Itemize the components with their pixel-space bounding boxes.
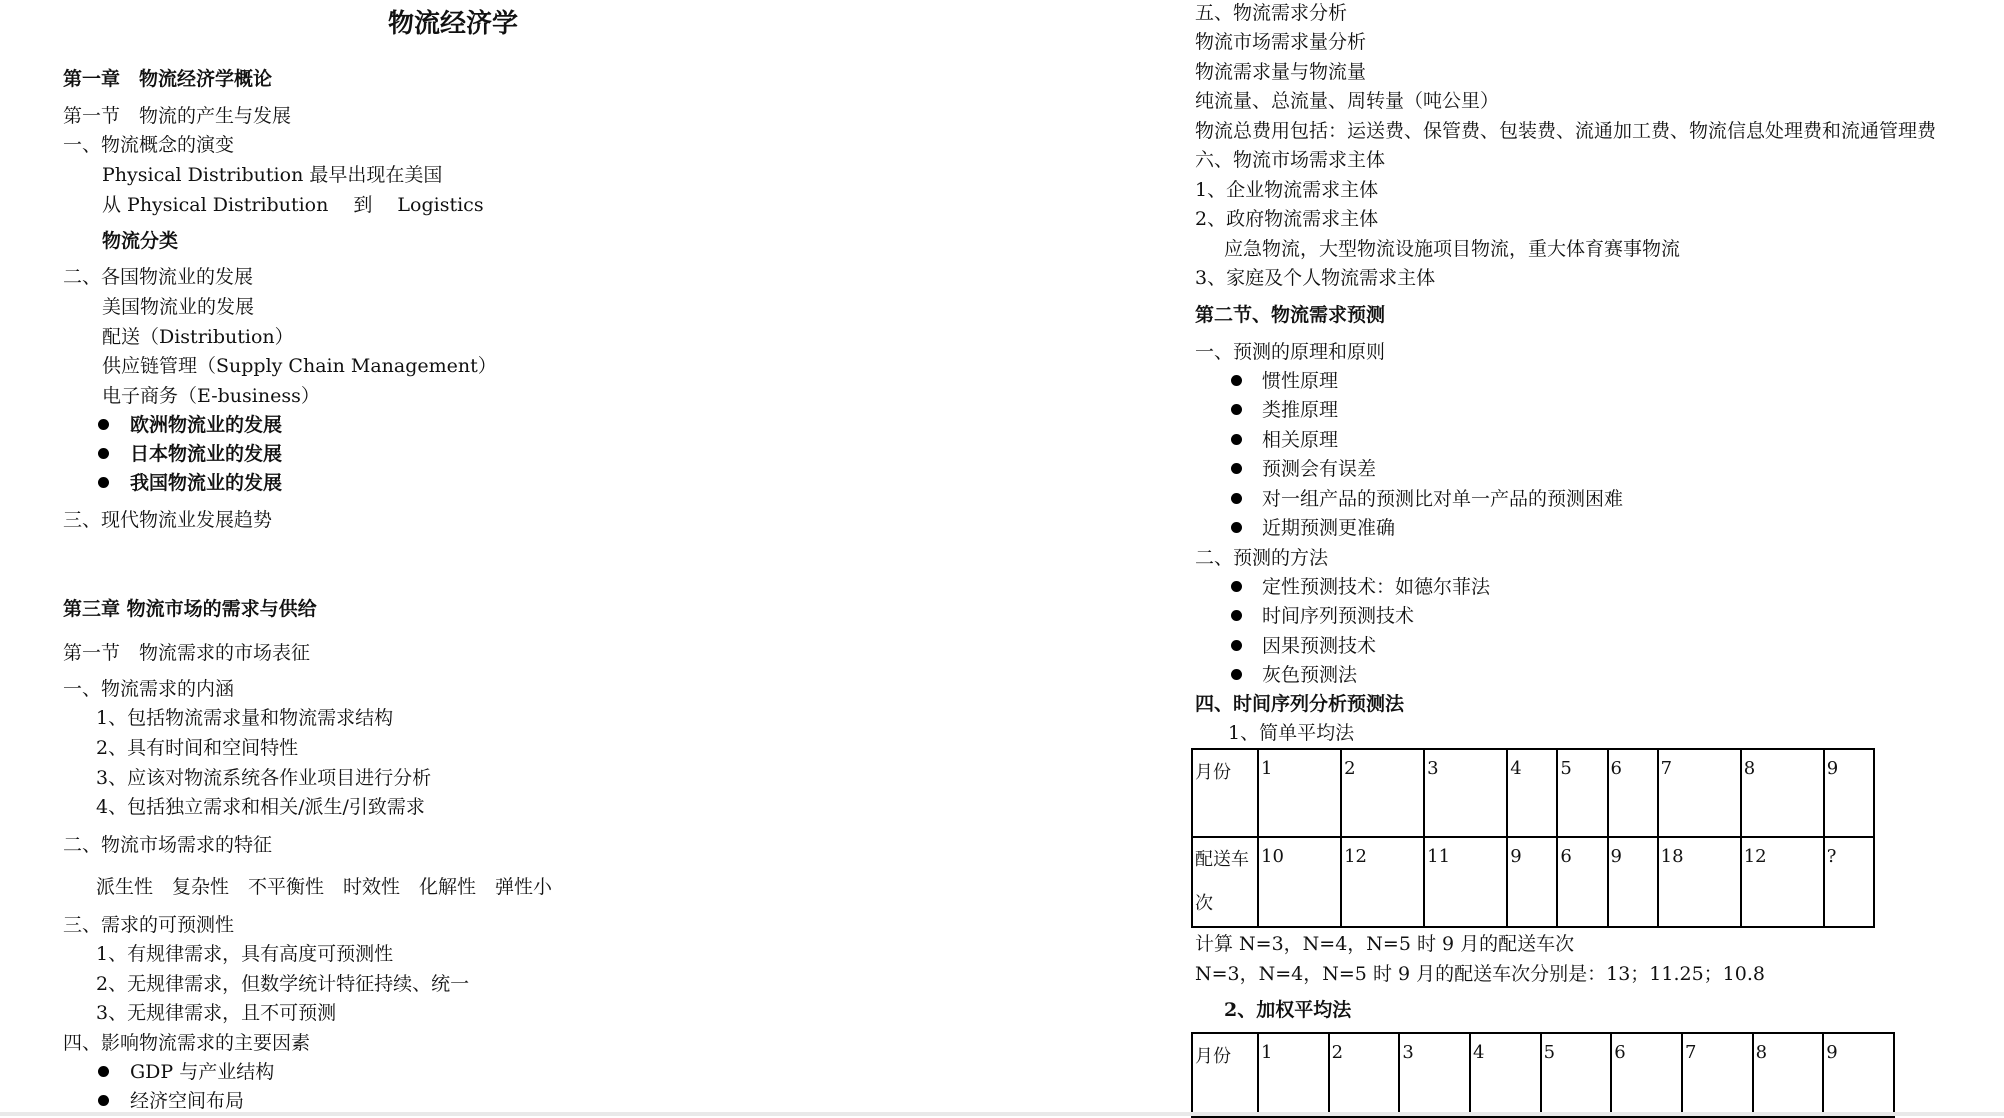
bullet-icon: [1231, 610, 1242, 621]
section-heading: 2、加权平均法: [1224, 999, 1352, 1021]
section-heading: 第一节 物流的产生与发展: [63, 105, 292, 127]
text-line: 2、具有时间和空间特性: [96, 737, 299, 759]
bullet-icon: [1231, 434, 1242, 445]
table-cell: 8: [1741, 749, 1824, 837]
table-cell: 月份: [1192, 1033, 1258, 1117]
data-table-2: [1191, 1032, 1895, 1118]
table-cell: 月份: [1192, 749, 1258, 837]
bullet-item: 近期预测更准确: [1262, 517, 1396, 539]
text-line: 物流需求量与物流量: [1195, 61, 1367, 83]
text-line: 二、预测的方法: [1195, 547, 1329, 569]
table-cell: 4: [1507, 749, 1557, 837]
bullet-icon: [1231, 493, 1242, 504]
text-line: 纯流量、总流量、周转量（吨公里）: [1195, 90, 1500, 112]
bullet-icon: [98, 1095, 109, 1106]
text-line: 三、需求的可预测性: [63, 914, 235, 936]
bullet-item: 欧洲物流业的发展: [130, 414, 283, 436]
table-row: [1192, 837, 1874, 927]
data-table-1: [1191, 748, 1875, 928]
text-line: N=3，N=4，N=5 时 9 月的配送车次分别是：13；11.25；10.8: [1195, 963, 1765, 985]
text-line: 1、简单平均法: [1228, 722, 1355, 744]
table-cell: 2: [1329, 1033, 1400, 1117]
bullet-icon: [1231, 640, 1242, 651]
chapter-3-heading: 第三章 物流市场的需求与供给: [63, 598, 317, 620]
bullet-item: GDP 与产业结构: [130, 1061, 275, 1083]
text-line: 1、有规律需求，具有高度可预测性: [96, 943, 394, 965]
text-line: 2、政府物流需求主体: [1195, 208, 1379, 230]
bullet-item: 定性预测技术：如德尔菲法: [1262, 576, 1491, 598]
table-cell: 9: [1507, 837, 1557, 927]
text-line: 一、物流概念的演变: [63, 134, 235, 156]
bullet-icon: [1231, 463, 1242, 474]
table-cell: 3: [1424, 749, 1507, 837]
text-line: 从 Physical Distribution 到 Logistics: [102, 194, 484, 216]
bullet-item: 经济空间布局: [130, 1090, 245, 1112]
text-line: 1、包括物流需求量和物流需求结构: [96, 707, 394, 729]
table-cell: 4: [1470, 1033, 1541, 1117]
table-row: [1192, 1033, 1894, 1117]
bullet-icon: [98, 477, 109, 488]
text-line: 派生性 复杂性 不平衡性 时效性 化解性 弹性小: [96, 876, 553, 898]
bullet-icon: [1231, 581, 1242, 592]
text-line: 电子商务（E-business）: [102, 385, 320, 407]
bottom-edge: [0, 1112, 2004, 1116]
bullet-item: 灰色预测法: [1262, 664, 1358, 686]
table-cell: 5: [1541, 1033, 1612, 1117]
table-cell: 1: [1258, 1033, 1329, 1117]
chapter-1-heading: 第一章 物流经济学概论: [63, 68, 273, 90]
text-line: 四、影响物流需求的主要因素: [63, 1032, 311, 1054]
table-row: [1192, 749, 1874, 837]
table-cell: 18: [1658, 837, 1741, 927]
text-line: 3、家庭及个人物流需求主体: [1195, 267, 1436, 289]
text-line: 五、物流需求分析: [1195, 2, 1348, 24]
bullet-icon: [98, 419, 109, 430]
text-line: 物流总费用包括：运送费、保管费、包装费、流通加工费、物流信息处理费和流通管理费: [1195, 120, 1937, 142]
text-line: 三、现代物流业发展趋势: [63, 509, 273, 531]
table-cell: 6: [1608, 749, 1658, 837]
bullet-icon: [1231, 522, 1242, 533]
table-cell: 8: [1753, 1033, 1824, 1117]
table-cell: 9: [1823, 1033, 1894, 1117]
table-cell: 6: [1611, 1033, 1682, 1117]
document-title: 物流经济学: [388, 9, 519, 39]
text-line: 一、物流需求的内涵: [63, 678, 235, 700]
table-cell: ?: [1824, 837, 1874, 927]
table-cell: 7: [1658, 749, 1741, 837]
text-line: 供应链管理（Supply Chain Management）: [102, 355, 497, 377]
table-cell: 12: [1341, 837, 1424, 927]
bullet-item: 类推原理: [1262, 399, 1339, 421]
text-line: 美国物流业的发展: [102, 296, 255, 318]
text-line: 计算 N=3，N=4，N=5 时 9 月的配送车次: [1195, 933, 1575, 955]
section-heading: 四、时间序列分析预测法: [1195, 693, 1405, 715]
bullet-item: 时间序列预测技术: [1262, 605, 1415, 627]
table-cell: 3: [1399, 1033, 1470, 1117]
table-cell: 6: [1557, 837, 1607, 927]
table-cell: 9: [1608, 837, 1658, 927]
table-cell: 5: [1557, 749, 1607, 837]
bullet-item: 日本物流业的发展: [130, 443, 283, 465]
table-cell: 2: [1341, 749, 1424, 837]
table-cell: 11: [1424, 837, 1507, 927]
bullet-item: 相关原理: [1262, 429, 1339, 451]
text-line: 4、包括独立需求和相关/派生/引致需求: [96, 796, 425, 818]
table-cell: 1: [1258, 749, 1341, 837]
bullet-icon: [1231, 404, 1242, 415]
right-page: [1016, 0, 2004, 1116]
text-line: 配送（Distribution）: [102, 326, 294, 348]
bullet-item: 预测会有误差: [1262, 458, 1377, 480]
table-cell: 12: [1741, 837, 1824, 927]
bullet-icon: [1231, 669, 1242, 680]
text-line: Physical Distribution 最早出现在美国: [102, 164, 443, 186]
bold-line: 物流分类: [102, 230, 179, 252]
text-line: 二、物流市场需求的特征: [63, 834, 273, 856]
text-line: 3、应该对物流系统各作业项目进行分析: [96, 767, 432, 789]
text-line: 应急物流，大型物流设施项目物流，重大体育赛事物流: [1224, 238, 1681, 260]
section-heading: 第一节 物流需求的市场表征: [63, 642, 311, 664]
bullet-item: 惯性原理: [1262, 370, 1339, 392]
bullet-item: 因果预测技术: [1262, 635, 1377, 657]
text-line: 3、无规律需求，且不可预测: [96, 1002, 337, 1024]
text-line: 2、无规律需求，但数学统计特征持续、统一: [96, 973, 470, 995]
table-cell: 配送车次: [1192, 837, 1258, 927]
bullet-icon: [1231, 375, 1242, 386]
table-cell: 9: [1824, 749, 1874, 837]
bullet-icon: [98, 1066, 109, 1077]
table-cell: 7: [1682, 1033, 1753, 1117]
table-cell: 10: [1258, 837, 1341, 927]
text-line: 物流市场需求量分析: [1195, 31, 1367, 53]
bullet-item: 对一组产品的预测比对单一产品的预测困难: [1262, 488, 1624, 510]
text-line: 六、物流市场需求主体: [1195, 149, 1386, 171]
bullet-icon: [98, 448, 109, 459]
section-heading: 第二节、物流需求预测: [1195, 304, 1386, 326]
text-line: 二、各国物流业的发展: [63, 266, 254, 288]
text-line: 一、预测的原理和原则: [1195, 341, 1386, 363]
bullet-item: 我国物流业的发展: [130, 472, 283, 494]
text-line: 1、企业物流需求主体: [1195, 179, 1379, 201]
